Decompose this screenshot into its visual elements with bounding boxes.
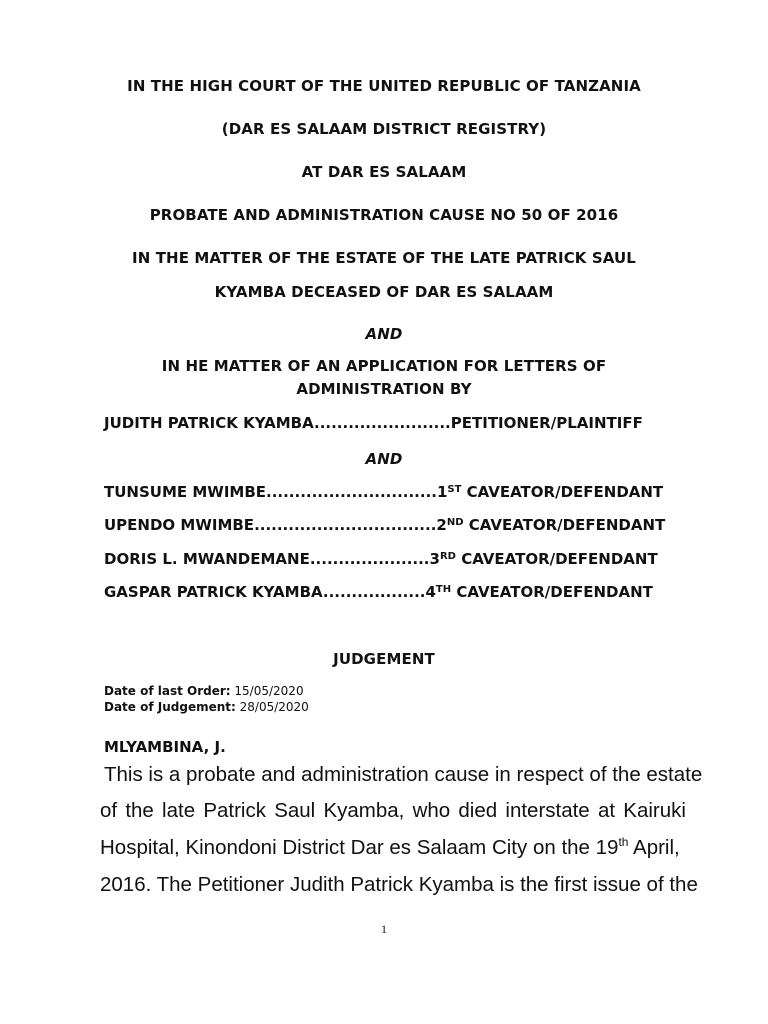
matter-line-1: IN THE MATTER OF THE ESTATE OF THE LATE PATRICK SAUL bbox=[132, 249, 636, 267]
cause-number: PROBATE AND ADMINISTRATION CAUSE NO 50 OF 2016 bbox=[149, 206, 619, 224]
caveator-name: UPENDO MWIMBE bbox=[104, 516, 255, 534]
caveator-role: CAVEATOR/DEFENDANT bbox=[451, 583, 653, 601]
body-ordinal: th bbox=[618, 835, 629, 849]
body-line-4: 2016. The Petitioner Judith Patrick Kyamba is the first issue of the bbox=[100, 873, 698, 896]
caveator-dots: .............................. bbox=[266, 483, 437, 501]
application-line-2: ADMINISTRATION BY bbox=[296, 380, 472, 398]
caveator-role: CAVEATOR/DEFENDANT bbox=[455, 550, 658, 568]
body-word: Patrick bbox=[203, 799, 266, 822]
petitioner-dots: ........................ bbox=[314, 414, 451, 432]
date-last-order bbox=[104, 683, 304, 699]
application-line-1: IN HE MATTER OF AN APPLICATION FOR LETTERS OF bbox=[161, 357, 607, 375]
judgement-title: JUDGEMENT bbox=[333, 650, 435, 668]
caveator-ordinal: TH bbox=[435, 584, 452, 595]
caveator-line bbox=[104, 583, 684, 601]
body-word: Kairuki bbox=[623, 799, 686, 822]
caveator-ordinal: RD bbox=[439, 551, 456, 562]
body-word: at bbox=[597, 799, 616, 822]
caveator-number: 4 bbox=[425, 583, 436, 601]
body-word: of bbox=[100, 799, 118, 822]
caveator-dots: .................. bbox=[322, 583, 426, 601]
registry-line: (DAR ES SALAAM DISTRICT REGISTRY) bbox=[221, 120, 547, 138]
caveator-number: 1 bbox=[436, 483, 448, 501]
body-line-2 bbox=[100, 799, 686, 823]
body-line-3-text: Hospital, Kinondoni District Dar es Salaam City on the 19 bbox=[100, 836, 619, 859]
caveator-line bbox=[104, 550, 684, 568]
caveator-number: 3 bbox=[429, 550, 440, 568]
petitioner-line bbox=[104, 414, 684, 432]
caveator-role: CAVEATOR/DEFENDANT bbox=[463, 516, 666, 534]
petitioner-name: JUDITH PATRICK KYAMBA bbox=[104, 414, 314, 432]
caveator-name: GASPAR PATRICK KYAMBA bbox=[104, 583, 323, 601]
caveator-line bbox=[104, 516, 684, 534]
date-of-judgement-value: 28/05/2020 bbox=[235, 700, 309, 714]
body-line-1: This is a probate and administration cause in respect of the estate bbox=[104, 763, 703, 786]
date-of-judgement bbox=[104, 699, 309, 715]
place-line: AT DAR ES SALAAM bbox=[301, 163, 467, 181]
matter-line-2: KYAMBA DECEASED OF DAR ES SALAAM bbox=[214, 283, 554, 301]
caveator-line bbox=[104, 483, 684, 501]
date-last-order-value: 15/05/2020 bbox=[230, 684, 304, 698]
body-word: Kyamba, bbox=[323, 799, 405, 822]
body-word: late bbox=[162, 799, 196, 822]
body-word: who bbox=[412, 799, 451, 822]
body-word: Saul bbox=[274, 799, 316, 822]
caveator-name: DORIS L. MWANDEMANE bbox=[104, 550, 310, 568]
caveator-ordinal: ND bbox=[446, 517, 464, 528]
page-number: 1 bbox=[381, 922, 387, 936]
caveator-role: CAVEATOR/DEFENDANT bbox=[461, 483, 664, 501]
caveator-ordinal: ST bbox=[447, 484, 462, 495]
body-word: the bbox=[125, 799, 154, 822]
body-word: interstate bbox=[505, 799, 590, 822]
date-of-judgement-label: Date of Judgement: bbox=[104, 700, 236, 714]
caveator-dots: ................................ bbox=[254, 516, 437, 534]
court-title: IN THE HIGH COURT OF THE UNITED REPUBLIC OF TANZANIA bbox=[127, 77, 641, 95]
judge-name: MLYAMBINA, J. bbox=[104, 738, 226, 756]
caveator-dots: ..................... bbox=[309, 550, 430, 568]
and-separator-2: AND bbox=[365, 450, 403, 468]
body-line-3 bbox=[100, 836, 686, 860]
and-separator-1: AND bbox=[365, 325, 403, 343]
date-last-order-label: Date of last Order: bbox=[104, 684, 231, 698]
petitioner-role: PETITIONER/PLAINTIFF bbox=[450, 414, 643, 432]
body-word: died bbox=[458, 799, 498, 822]
caveator-name: TUNSUME MWIMBE bbox=[104, 483, 267, 501]
body-line-3-end: April, bbox=[628, 836, 680, 859]
caveator-number: 2 bbox=[436, 516, 447, 534]
